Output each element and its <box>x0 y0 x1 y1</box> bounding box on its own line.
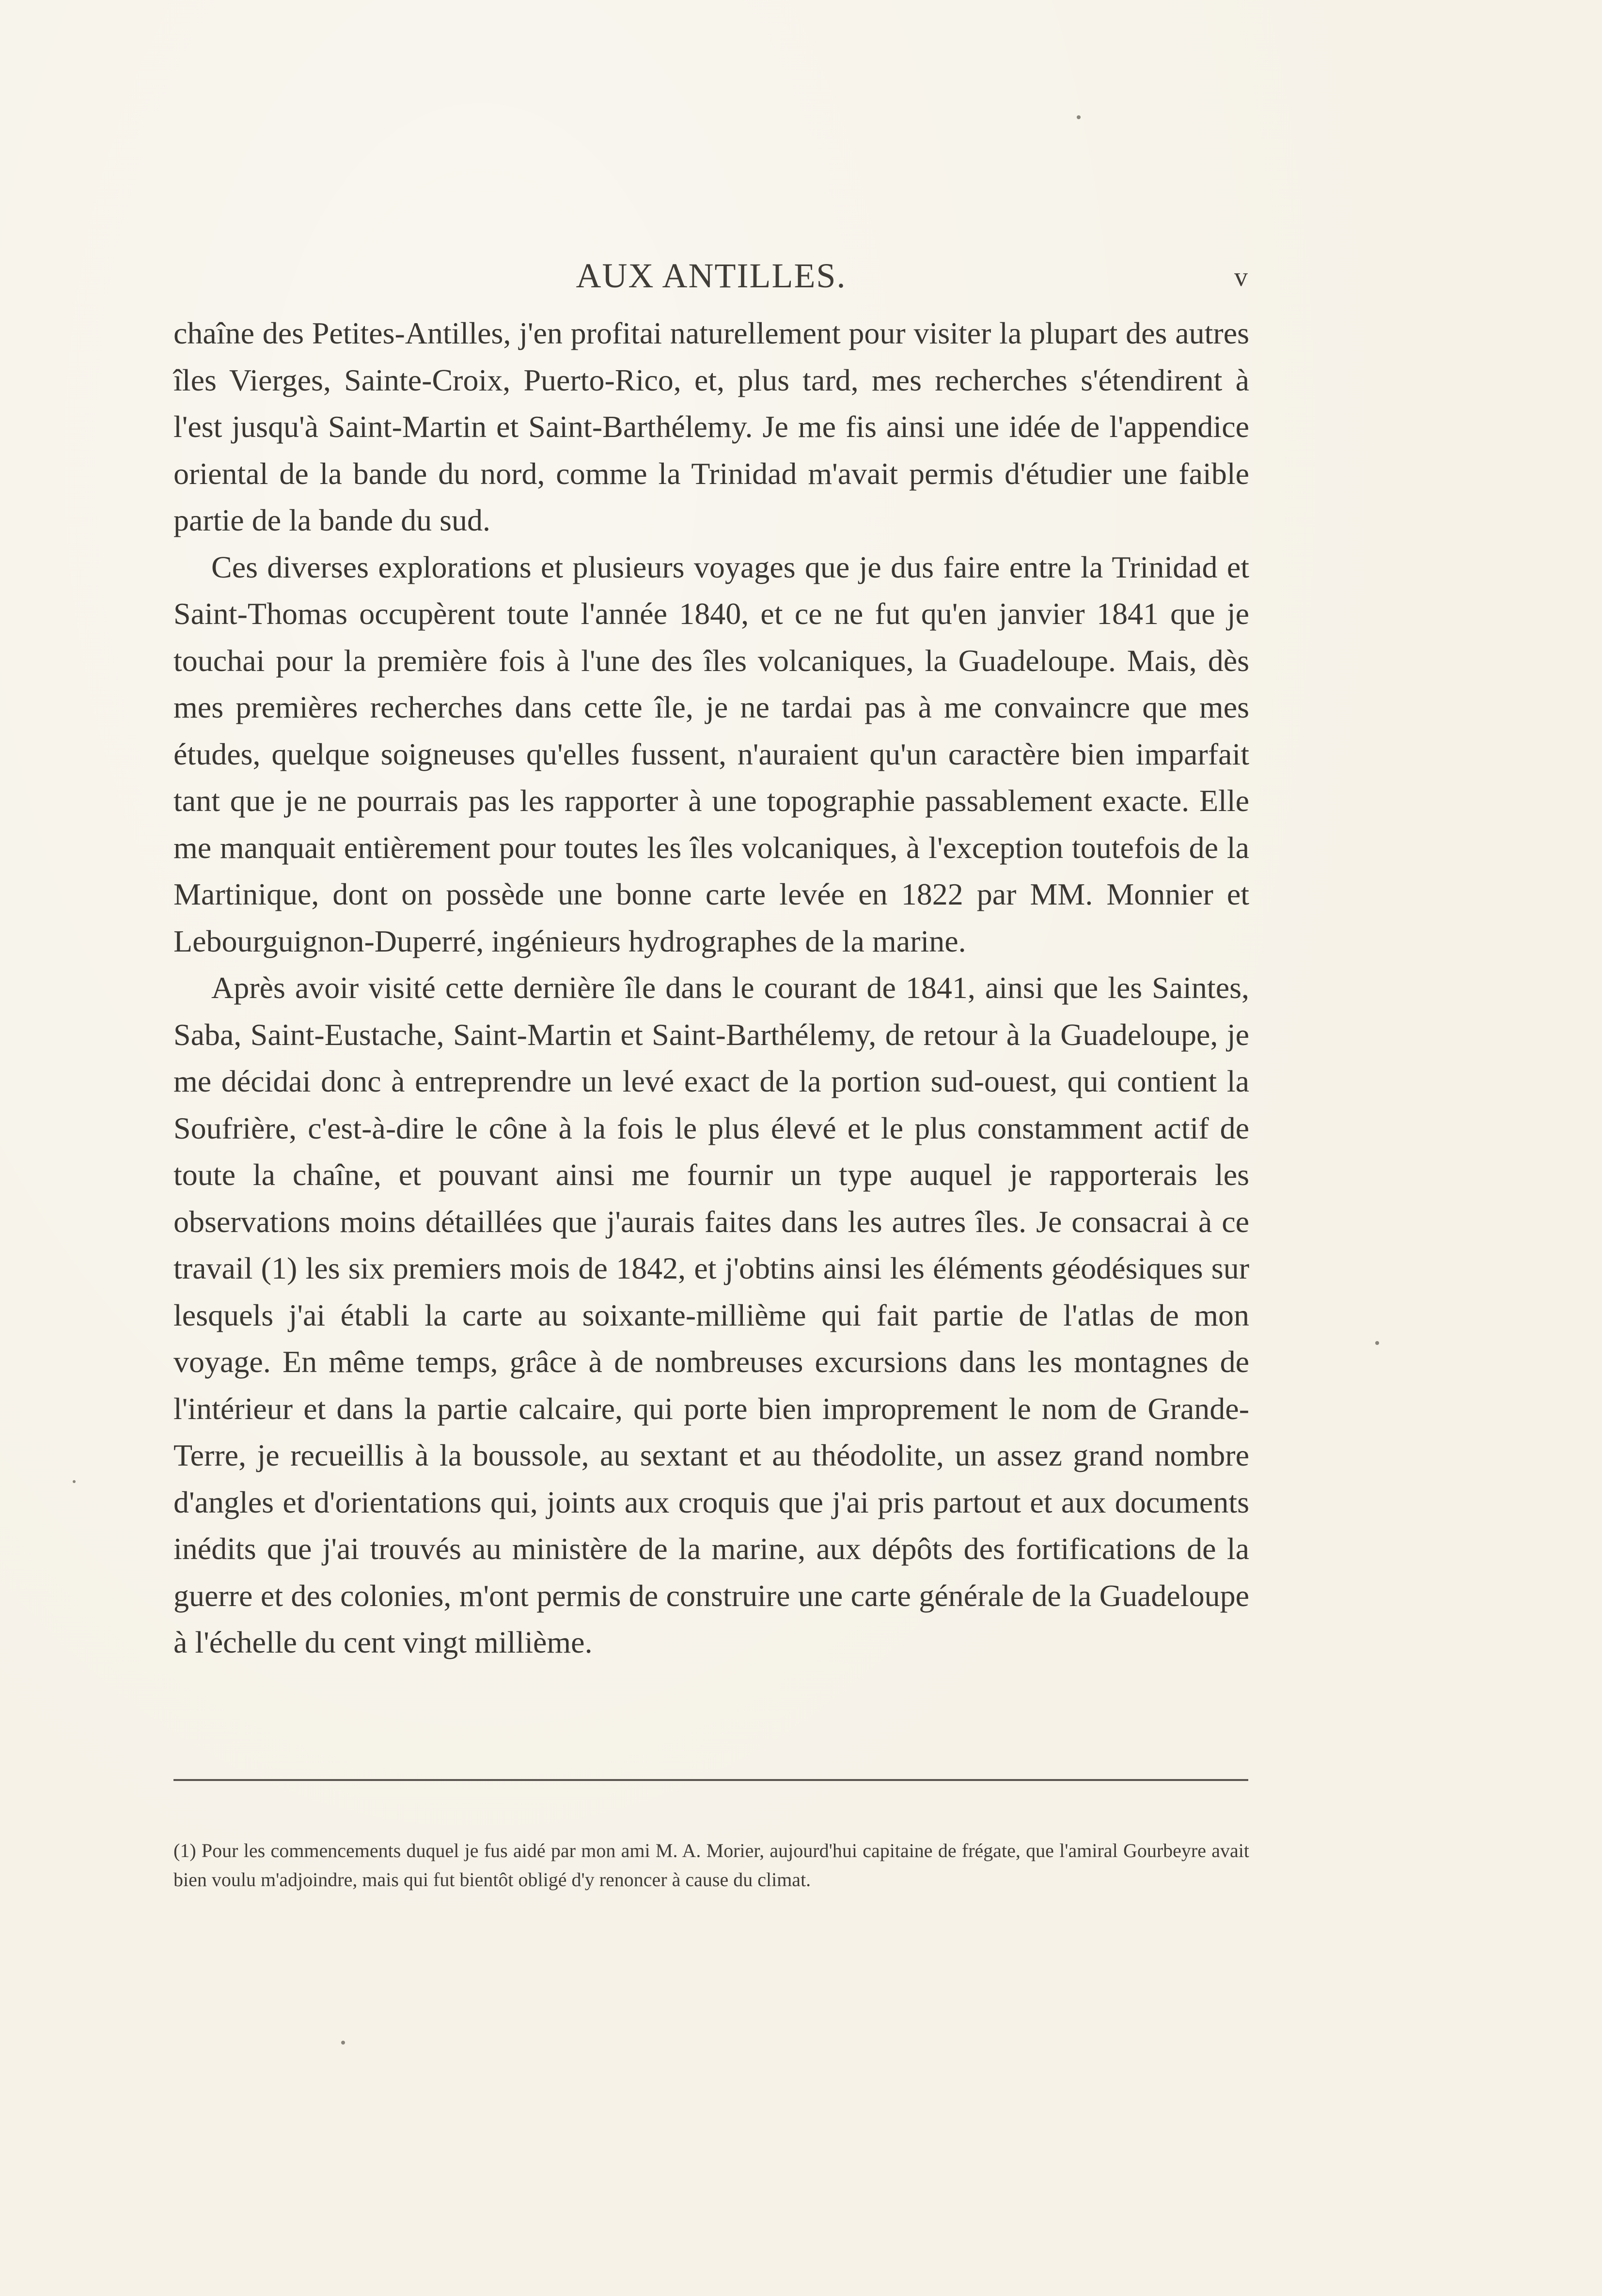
body-text <box>173 310 1249 1666</box>
page-number: v <box>1234 262 1248 292</box>
running-head <box>174 256 1248 299</box>
paper-speck <box>1077 115 1081 119</box>
paragraph-1: chaîne des Petites-Antilles, j'en profitai naturellement pour visiter la plupart des autres îles Vierges, Sainte-Croix, Puerto-Rico, et, plus tard, mes recherches s'étendirent à l'est jusqu'à Saint-Martin et Saint-Barthélemy. Je me fis ainsi une idée de l'appendice oriental de la bande du nord, comme la Trinidad m'avait permis d'étudier une faible partie de la bande du sud. <box>173 316 1249 537</box>
paragraph-2: Ces diverses explorations et plusieurs voyages que je dus faire entre la Trinidad et Saint-Thomas occupèrent toute l'année 1840, et ce ne fut qu'en janvier 1841 que je touchai pour la première fois à l'une des îles volcaniques, la Guadeloupe. Mais, dès mes premières recherches dans cette île, je ne tardai pas à me convaincre que mes études, quelque soigneuses qu'elles fussent, n'auraient qu'un caractère bien imparfait tant que je ne pourrais pas les rapporter à une topographie passablement exacte. Elle me manquait entièrement pour toutes les îles volcaniques, à l'exception toutefois de la Martinique, dont on possède une bonne carte levée en 1822 par MM. Monnier et Lebourguignon-Duperré, ingénieurs hydrographes de la marine. <box>173 549 1249 958</box>
running-head-title: AUX ANTILLES. <box>576 256 847 295</box>
paper-speck <box>73 1480 76 1483</box>
footnote-divider <box>173 1779 1248 1781</box>
footnote: (1) Pour les commencements duquel je fus aidé par mon ami M. A. Morier, aujourd'hui capitaine de frégate, que l'amiral Gourbeyre avait bien voulu m'adjoindre, mais qui fut bientôt obligé d'y renoncer à cause du climat. <box>173 1840 1249 1890</box>
paragraph-3: Après avoir visité cette dernière île dans le courant de 1841, ainsi que les Saintes, Saba, Saint-Eustache, Saint-Martin et Saint-Barthélemy, de retour à la Guadeloupe, je me décidai donc à entreprendre un levé exact de la portion sud-ouest, qui contient la Soufrière, c'est-à-dire le cône à la fois le plus élevé et le plus constamment actif de toute la chaîne, et pouvant ainsi me fournir un type auquel je rapporterais les observations moins détaillées que j'aurais faites dans les autres îles. Je consacrai à ce travail (1) les six premiers mois de 1842, et j'obtins ainsi les éléments géodésiques sur lesquels j'ai établi la carte au soixante-millième qui fait partie de l'atlas de mon voyage. En même temps, grâce à de nombreuses excursions dans les montagnes de l'intérieur et dans la partie calcaire, qui porte bien improprement le nom de Grande-Terre, je recueillis à la boussole, au sextant et au théodolite, un assez grand nombre d'angles et d'orientations qui, joints aux croquis que j'ai pris partout et aux documents inédits que j'ai trouvés au ministère de la marine, aux dépôts des fortifications de la guerre et des colonies, m'ont permis de construire une carte générale de la Guadeloupe à l'échelle du cent vingt millième. <box>173 970 1249 1659</box>
paper-speck <box>341 2041 345 2045</box>
paper-speck <box>1375 1341 1379 1345</box>
